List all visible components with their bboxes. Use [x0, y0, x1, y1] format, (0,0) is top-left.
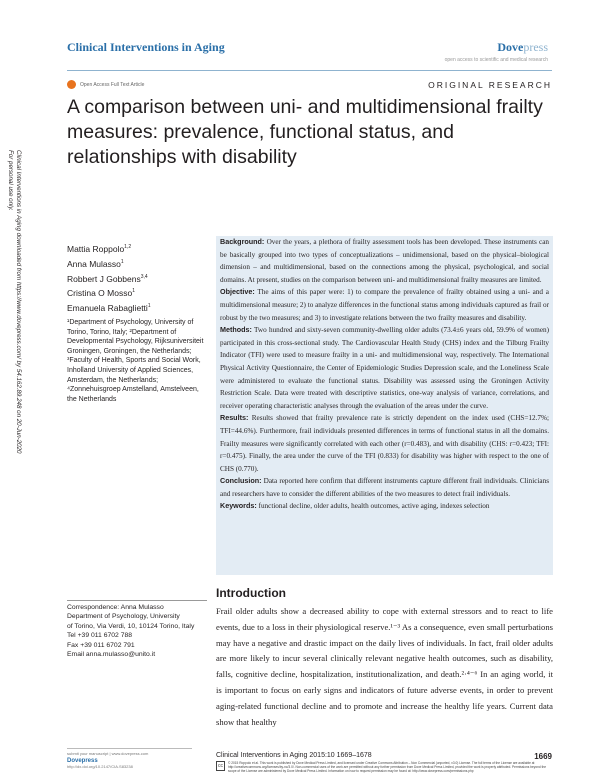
author	[67, 300, 151, 315]
journal-name: Clinical Interventions in Aging	[67, 40, 225, 54]
side-note-line1: Clinical Interventions in Aging downloaded from https://www.dovepress.com/ by 54.162.89.248 on 20-Jun-2020	[15, 150, 22, 454]
abstract-label: Conclusion:	[220, 476, 262, 486]
side-note-line2: For personal use only.	[7, 150, 14, 211]
correspondence-tel: Tel +39 011 6702 788	[67, 632, 133, 640]
author	[67, 271, 151, 286]
abstract-background	[216, 236, 553, 286]
author-name: Mattia Roppolo	[67, 243, 125, 254]
abstract-text: The aims of this paper were: 1) to compare the prevalence of frailty obtained using a uni- and a multidimensional measure; 2) to analyze differences in the functional status among individuals captured as frail or robust by the two measures; and 3) to investigate relations between the two frailty measures and disability.	[220, 288, 549, 322]
abstract-label: Methods:	[220, 325, 252, 335]
abstract-conclusion	[216, 475, 553, 500]
abstract-text: Results showed that frailty prevalence rate is strictly dependent on the index used (CHS=12.7%; TFI=44.6%). Furthermore, frail individuals presented differences in terms of functional status in all the domains. Frailty measures were significantly correlated with each other (r=0.483), and with disability (CHS: r=0.423; TFI: r=0.475). Finally, the area under the curve of the TFI (0.833) for disability was higher with respect to the one of CHS (0.770).	[220, 414, 549, 473]
page-number: 1669	[534, 752, 552, 761]
abstract-text: Two hundred and sixty-seven community-dwelling older adults (73.4±6 years old, 59.9% of women) participated in this cross-sectional study. The Cardiovascular Health Study (CHS) index and the Tilburg Frailty Indicator (TFI) were used to measure frailty in a uni- and multidimensional way, respectively. The International Physical Activity Questionnaire, the Center of Epidemiologic Studies Depression scale, and the Loneliness Scale were administered to evaluate the functional status. Disability was assessed using the Groningen Activity Restriction Scale. Data were treated with descriptive statistics, one-way analysis of variance, correlations, and receiver operating characteristic analyses through the evaluation of the areas under the curve.	[220, 326, 549, 410]
abstract-objective	[216, 286, 553, 324]
license-box	[216, 761, 554, 774]
article-type: ORIGINAL RESEARCH	[428, 80, 552, 90]
abstract-keywords	[216, 500, 553, 513]
correspondence-line: Department of Psychology, University	[67, 613, 180, 621]
correspondence-fax: Fax +39 011 6702 791	[67, 641, 135, 649]
abstract-methods	[216, 324, 553, 412]
abstract-text: functional decline, older adults, health outcomes, active aging, indexes selection	[258, 502, 490, 511]
author-name: Anna Mulasso	[67, 258, 121, 269]
introduction-text: Frail older adults show a decreased ability to cope with external stressors and to react to life events, due to a loss in their physiological reserve.¹⁻³ As a consequence, even small perturbations may have a negative and drastic impact on the daily lives of individuals. In fact, frail older adults are more likely to incur several clinically relevant negative health outcomes, such as disability, falls, cognitive decline, hospitalization, institutionalization, and death.²·⁴⁻⁶ In an aging world, it is important to focus on early signs and indicators of future adverse events, in order to prevent aging-related functional decline and to promote and increase the healthy life years. Current data show that healthy	[216, 606, 553, 727]
author-sup: 1	[120, 258, 124, 265]
author-name: Cristina O Mosso	[67, 288, 133, 299]
license-text: © 2015 Roppolo et al. This work is published by Dove Medical Press Limited, and licensed under Creative Commons Attribution – Non Commercial (unported, v3.0) License. The full terms of the License are available at http://creativecommons.org/licenses/by-nc/3.0/. Non-commercial uses of the work are permitted without any further permission from Dove Medical Press Limited, provided the work is properly attributed. Permissions beyond the scope of the License are administered by Dove Medical Press Limited. Information on how to request permission may be found at: http://www.dovepress.com/permissions.php	[228, 761, 546, 774]
footer-rule	[67, 748, 192, 749]
publisher-logo	[497, 40, 548, 55]
footer-submit[interactable]: submit your manuscript | www.dovepress.com	[67, 751, 149, 756]
footer-dove-logo	[67, 758, 133, 769]
abstract-label: Objective:	[220, 287, 255, 297]
abstract-text: Data reported here confirm that different instruments capture different frail individuals. Clinicians and researchers have to consider the different abilities of the two measures to detect frail individuals.	[220, 477, 549, 498]
author-sup: 1	[147, 303, 151, 310]
author	[67, 256, 151, 271]
footer-doi[interactable]: http://dx.doi.org/10.2147/CIA.S83238	[67, 764, 133, 769]
abstract-results	[216, 412, 553, 475]
footer-journal: Clinical Interventions in Aging 2015:10 1669–1678	[216, 752, 372, 759]
author-list	[67, 241, 151, 315]
author-name: Robbert J Gobbens	[67, 273, 141, 284]
download-side-note	[8, 150, 22, 630]
correspondence-email[interactable]: Email anna.mulasso@unito.it	[67, 651, 156, 659]
open-access-label	[67, 80, 144, 89]
author	[67, 241, 151, 256]
abstract-text: Over the years, a plethora of frailty assessment tools has been developed. These instruments can be basically grouped into two types of conceptualizations – unidimensional, based on the physical–biological dimension – and multidimensional, based on the connections among the physical, psychological, and social domains. At present, studies on the comparison between uni- and multidimensional frailty measures are limited.	[220, 238, 549, 284]
publisher-tagline: open access to scientific and medical research	[444, 57, 548, 63]
author	[67, 285, 151, 300]
footer-dove-text: Dovepress	[67, 758, 98, 764]
affiliations: ¹Department of Psychology, University of Torino, Torino, Italy; ²Department of Developmental Psychology, Rijksuniversiteit Groningen, Groningen, the Netherlands; ³Faculty of Health, Sports and Social Work, Inholland University of Applied Sciences, Amsterdam, the Netherlands; ⁴Zonnehuisgroep Amstelland, Amstelveen, the Netherlands	[67, 319, 204, 403]
header-rule	[67, 70, 552, 71]
correspondence-line: of Torino, Via Verdi, 10, 10124 Torino, Italy	[67, 622, 195, 630]
section-heading: Introduction	[216, 586, 286, 600]
publisher-light: press	[523, 40, 548, 54]
cc-license-icon: cc	[218, 763, 223, 769]
author-sup: 1	[132, 288, 135, 295]
correspondence	[67, 603, 212, 659]
article-title: A comparison between uni- and multidimensional frailty measures: prevalence, functional status, and relationships with disability	[67, 96, 543, 168]
abstract-box	[216, 236, 553, 575]
publisher-bold: Dove	[497, 40, 524, 54]
correspondence-rule	[67, 600, 207, 601]
author-sup: 3,4	[140, 273, 148, 280]
open-access-icon	[67, 80, 76, 89]
abstract-label: Keywords:	[220, 501, 257, 511]
abstract-label: Background:	[220, 237, 265, 246]
author-name: Emanuela Rabaglietti	[67, 303, 148, 314]
abstract-label: Results:	[220, 413, 249, 423]
correspondence-heading: Correspondence: Anna Mulasso	[67, 604, 164, 611]
author-sup: 1,2	[124, 244, 132, 250]
open-access-text: Open Access Full Text Article	[80, 81, 145, 88]
